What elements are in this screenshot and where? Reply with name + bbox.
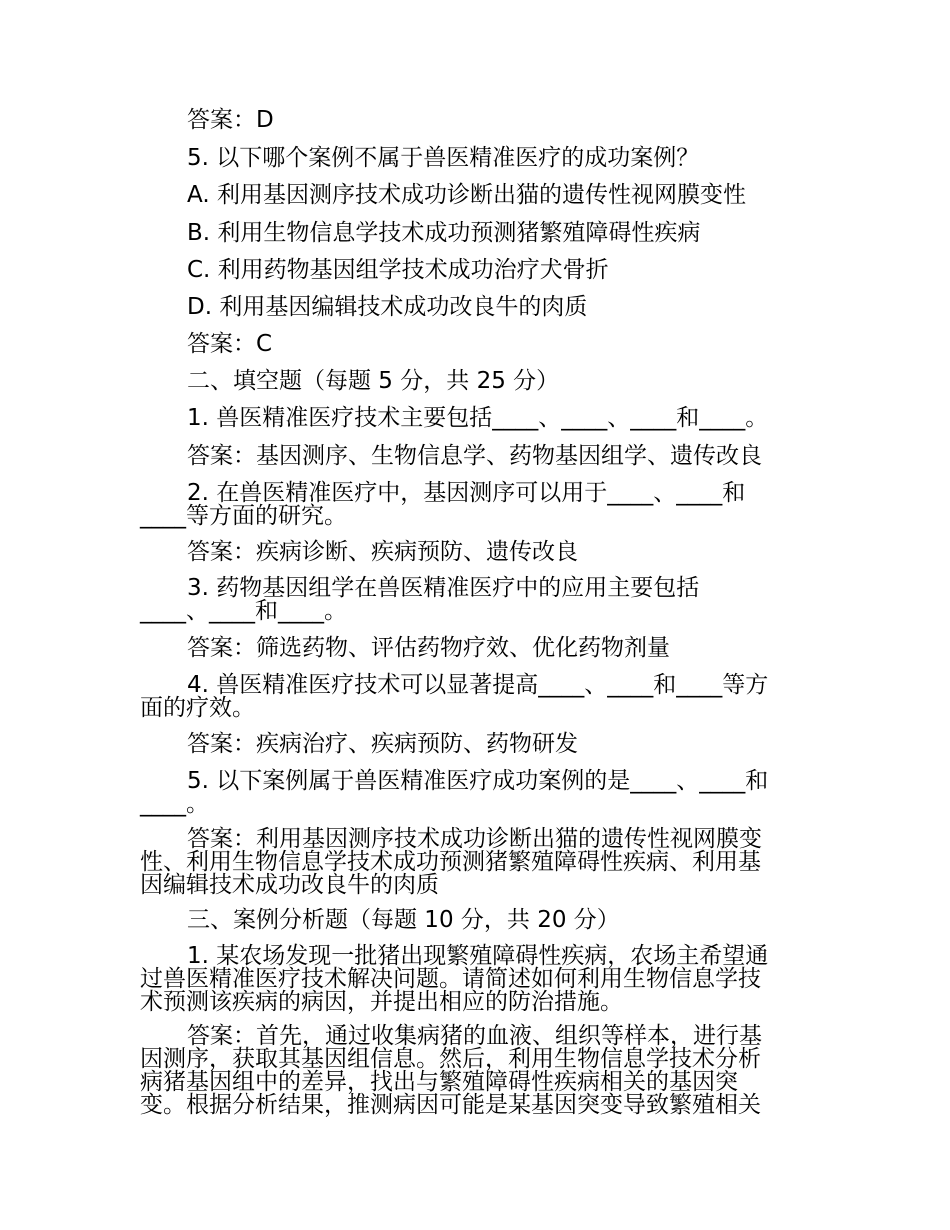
section-heading: 三、案例分析题（每题 10 分，共 20 分）: [187, 907, 620, 933]
section-heading: 二、填空题（每题 5 分，共 25 分）: [187, 368, 560, 394]
answer-line: 答案：基因测序、生物信息学、药物基因组学、遗传改良: [187, 443, 762, 469]
question-line: 1. 某农场发现一批猪出现繁殖障碍性疾病，农场主希望通: [187, 943, 769, 969]
answer-line: 答案：疾病诊断、疾病预防、遗传改良: [187, 539, 578, 565]
answer-line: 答案：利用基因测序技术成功诊断出猫的遗传性视网膜变: [187, 826, 762, 852]
question-line-cont: 术预测该疾病的病因，并提出相应的防治措施。: [140, 989, 623, 1015]
question-line: 3. 药物基因组学在兽医精准医疗中的应用主要包括: [187, 575, 700, 601]
question-line: 1. 兽医精准医疗技术主要包括____、____、____和____。: [187, 405, 769, 431]
question-line-cont: ____等方面的研究。: [140, 503, 347, 529]
answer-line: 答案：C: [187, 331, 273, 357]
question-line-cont: 面的疗效。: [140, 695, 255, 721]
question-line: 5. 以下案例属于兽医精准医疗成功案例的是____、____和: [187, 768, 769, 794]
answer-line-cont: 因测序，获取其基因组信息。然后，利用生物信息学技术分析: [140, 1046, 761, 1072]
answer-line: 答案：D: [187, 107, 274, 133]
option-a-line: A. 利用基因测序技术成功诊断出猫的遗传性视网膜变性: [187, 182, 746, 208]
option-c-line: C. 利用药物基因组学技术成功治疗犬骨折: [187, 257, 609, 283]
question-line: 5. 以下哪个案例不属于兽医精准医疗的成功案例？: [187, 145, 700, 171]
answer-line: 答案：筛选药物、评估药物疗效、优化药物剂量: [187, 635, 670, 661]
answer-line: 答案：首先，通过收集病猪的血液、组织等样本，进行基: [187, 1023, 762, 1049]
question-line-cont: ____。: [140, 791, 209, 817]
option-b-line: B. 利用生物信息学技术成功预测猪繁殖障碍性疾病: [187, 220, 701, 246]
answer-line-cont: 病猪基因组中的差异，找出与繁殖障碍性疾病相关的基因突: [140, 1069, 738, 1095]
question-line-cont: ____、____和____。: [140, 598, 347, 624]
question-line: 2. 在兽医精准医疗中，基因测序可以用于____、____和: [187, 480, 746, 506]
answer-line-cont: 因编辑技术成功改良牛的肉质: [140, 872, 439, 898]
answer-line: 答案：疾病治疗、疾病预防、药物研发: [187, 731, 578, 757]
answer-line-cont: 性、利用生物信息学技术成功预测猪繁殖障碍性疾病、利用基: [140, 849, 761, 875]
question-line: 4. 兽医精准医疗技术可以显著提高____、____和____等方: [187, 672, 769, 698]
answer-line-cont: 变。根据分析结果，推测病因可能是某基因突变导致繁殖相关: [140, 1092, 761, 1118]
option-d-line: D. 利用基因编辑技术成功改良牛的肉质: [187, 294, 588, 320]
question-line-cont: 过兽医精准医疗技术解决问题。请简述如何利用生物信息学技: [140, 966, 761, 992]
